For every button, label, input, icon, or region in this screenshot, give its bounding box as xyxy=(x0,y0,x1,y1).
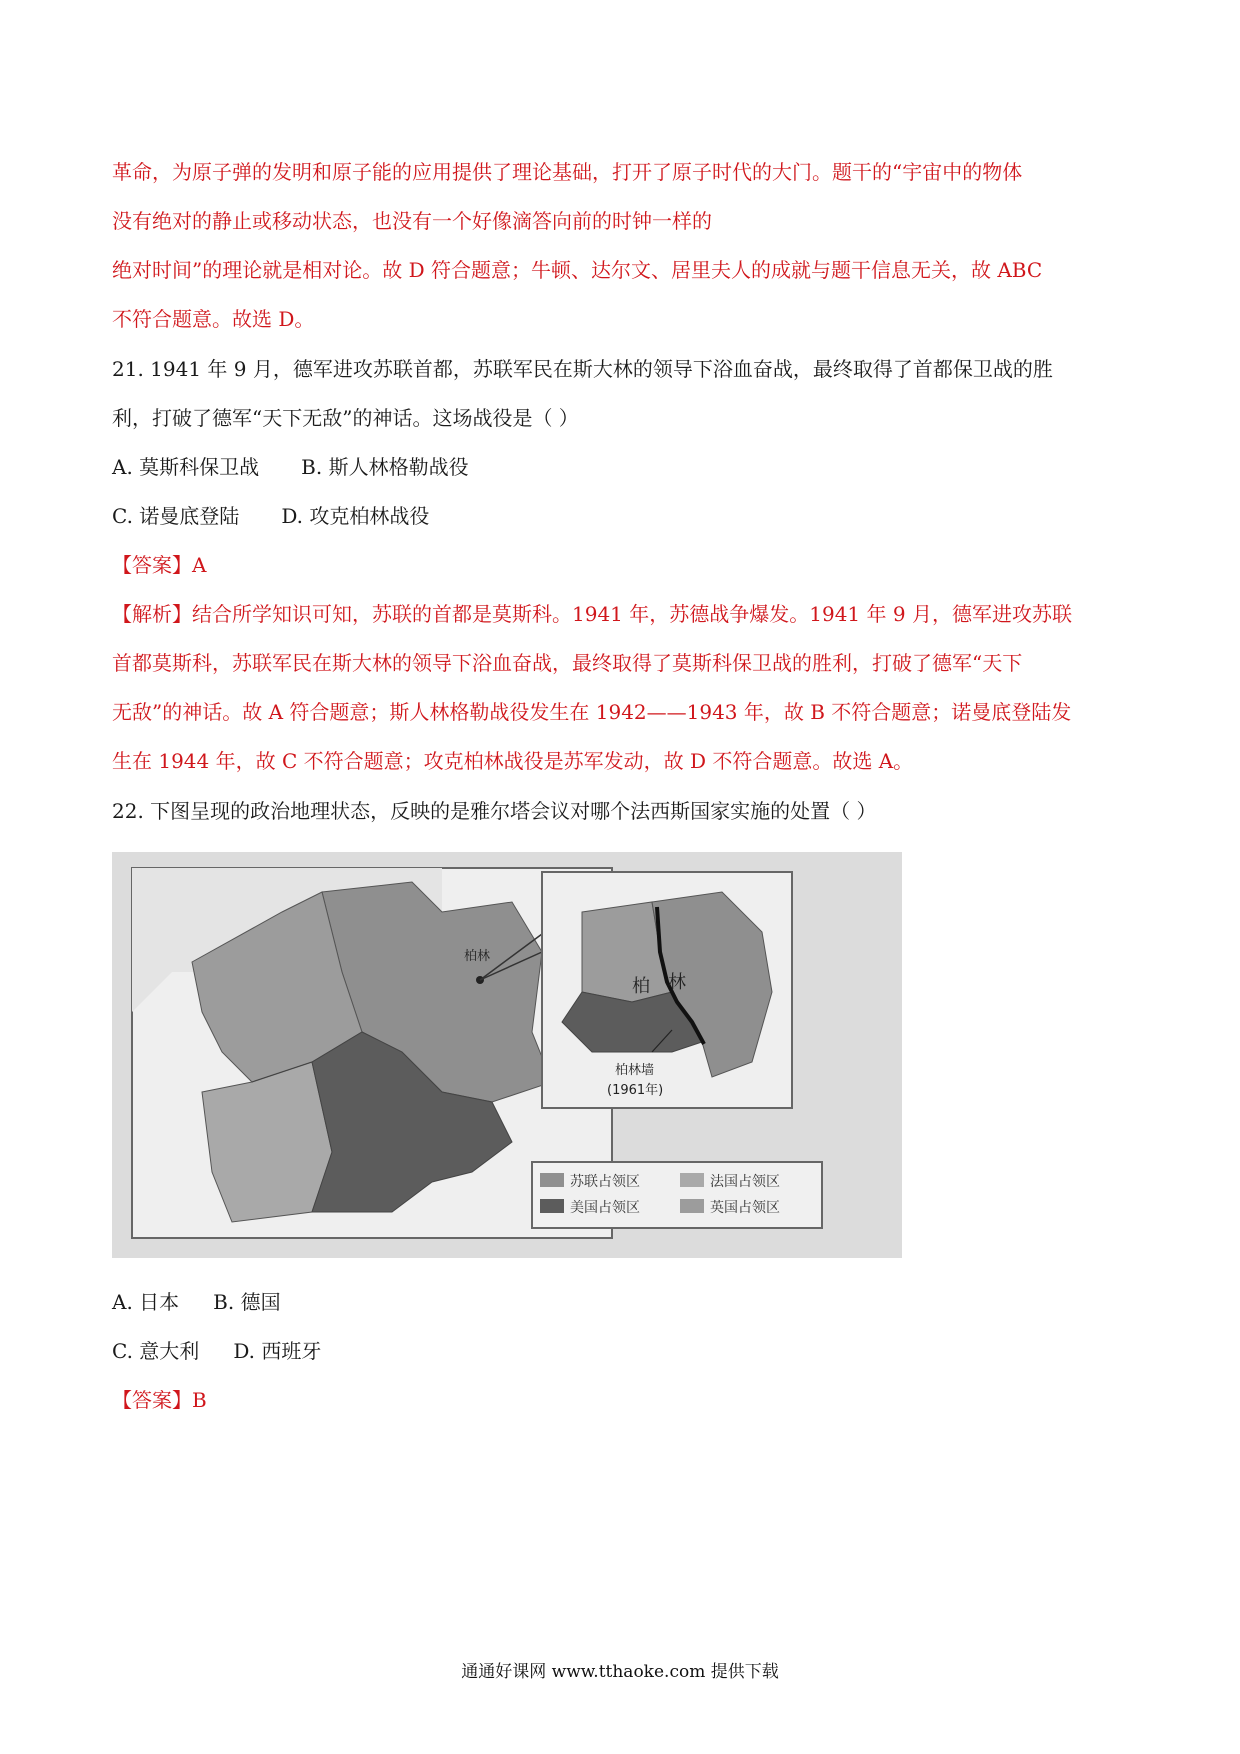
explanation-line-4: 不符合题意。故选 D。 xyxy=(112,307,315,331)
q22-answer-value: B xyxy=(192,1388,207,1412)
legend-label-french: 法国占领区 xyxy=(710,1174,780,1190)
q21-analysis-label: 【解析】 xyxy=(112,602,192,626)
q21-analysis-line-4: 生在 1944 年，故 C 不符合题意；攻克柏林战役是苏军发动，故 D 不符合题意。故选 A。 xyxy=(112,749,914,773)
inset-label-bai: 柏 xyxy=(632,976,650,997)
legend-label-soviet: 苏联占领区 xyxy=(570,1174,640,1190)
q22-options-row-2 xyxy=(112,1337,321,1365)
q21-answer xyxy=(112,551,206,579)
q21-answer-value: A xyxy=(192,553,207,577)
q21-option-a: A. 莫斯科保卫战 xyxy=(112,455,260,479)
q21-options-row-2 xyxy=(112,502,429,530)
q22-option-b: B. 德国 xyxy=(213,1290,281,1314)
q22-option-a: A. 日本 xyxy=(112,1290,180,1314)
q21-options-row-1 xyxy=(112,453,469,481)
explanation-line-2: 没有绝对的静止或移动状态，也没有一个好像滴答向前的时钟一样的 xyxy=(112,209,712,233)
legend-label-british: 英国占领区 xyxy=(710,1200,780,1216)
q21-option-b: B. 斯人林格勒战役 xyxy=(301,455,469,479)
q21-analysis-line-2: 首都莫斯科，苏联军民在斯大林的领导下浴血奋战，最终取得了莫斯科保卫战的胜利，打破了德军“天下 xyxy=(112,651,1023,675)
q21-stem-line-2: 利，打破了德军“天下无敌”的神话。这场战役是（ ） xyxy=(112,406,579,430)
q22-option-d: D. 西班牙 xyxy=(233,1339,322,1363)
legend-swatch-french xyxy=(680,1173,704,1187)
berlin-label: 柏林 xyxy=(464,949,491,964)
legend-label-us: 美国占领区 xyxy=(570,1200,640,1216)
legend-swatch-british xyxy=(680,1199,704,1213)
q22-answer-label: 【答案】 xyxy=(112,1388,192,1412)
legend-swatch-soviet xyxy=(540,1173,564,1187)
q21-option-d: D. 攻克柏林战役 xyxy=(281,504,430,528)
wall-year-label: (1961年) xyxy=(607,1083,664,1098)
explanation-line-1: 革命，为原子弹的发明和原子能的应用提供了理论基础，打开了原子时代的大门。题干的“宇宙中的物体 xyxy=(112,160,1023,184)
q21-analysis-line-1: 【解析】结合所学知识可知，苏联的首都是莫斯科。1941 年，苏德战争爆发。1941 年 9 月，德军进攻苏联 xyxy=(112,602,1072,626)
q22-stem: 22. 下图呈现的政治地理状态，反映的是雅尔塔会议对哪个法西斯国家实施的处置（ ） xyxy=(112,799,877,823)
q22-option-c: C. 意大利 xyxy=(112,1339,200,1363)
q22-answer xyxy=(112,1386,207,1414)
q21-option-c: C. 诺曼底登陆 xyxy=(112,504,240,528)
q22-options-row-1 xyxy=(112,1288,281,1316)
explanation-line-3: 绝对时间”的理论就是相对论。故 D 符合题意；牛顿、达尔文、居里夫人的成就与题干信息无关，故 ABC xyxy=(112,258,1043,282)
q21-answer-label: 【答案】 xyxy=(112,553,192,577)
page-footer: 通通好课网 www.tthaoke.com 提供下载 xyxy=(461,1662,779,1682)
wall-label: 柏林墙 xyxy=(615,1063,655,1078)
inset-label-lin: 林 xyxy=(668,972,686,993)
legend-swatch-us xyxy=(540,1199,564,1213)
q21-analysis-line-3: 无敌”的神话。故 A 符合题意；斯人林格勒战役发生在 1942——1943 年，故 B 不符合题意；诺曼底登陆发 xyxy=(112,700,1072,724)
q21-stem-line-1: 21. 1941 年 9 月，德军进攻苏联首都，苏联军民在斯大林的领导下浴血奋战，最终取得了首都保卫战的胜 xyxy=(112,357,1053,381)
map-legend xyxy=(532,1162,822,1228)
germany-occupation-map xyxy=(112,852,902,1258)
